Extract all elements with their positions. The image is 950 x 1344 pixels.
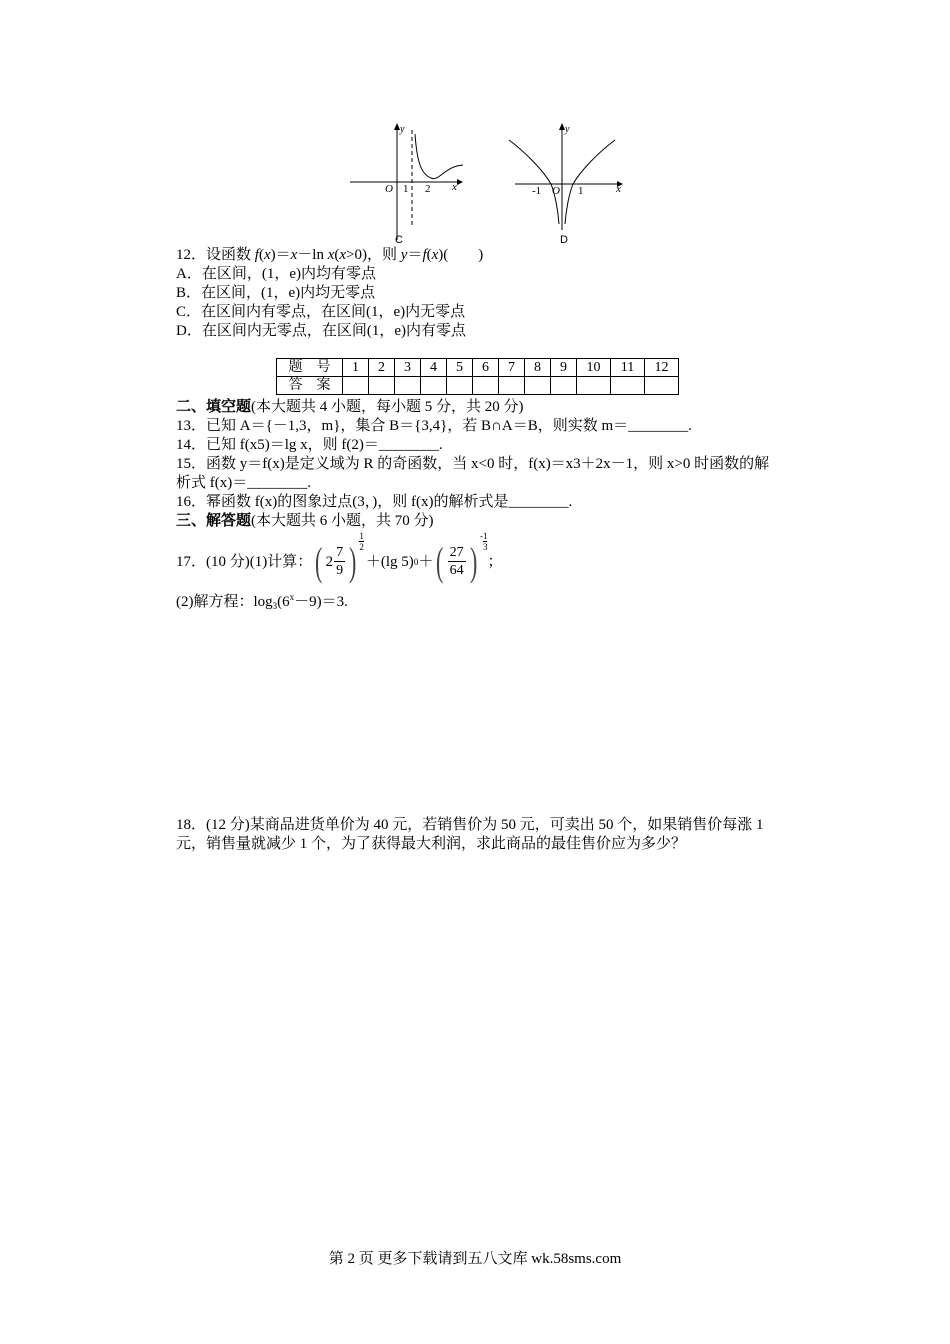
graph-c-x-label: x <box>452 181 457 193</box>
q17-lead: 17．(10 分)(1)计算： <box>176 553 313 570</box>
q12-option-a: A．在区间，(1，e)内均有零点 <box>176 266 376 282</box>
graph-d-curve-right <box>565 140 615 224</box>
graph-d-label: D <box>560 234 568 245</box>
q17-plus: ＋ <box>418 553 434 570</box>
graph-d-y-label: y <box>565 124 570 135</box>
q12-var-f: f <box>422 247 427 263</box>
answer-number-cell: 10 <box>577 359 611 377</box>
q17-f2-num: 27 <box>449 545 464 560</box>
answer-number-cell: 6 <box>473 359 499 377</box>
q12-option-c: C．在区间内有零点，在区间(1，e)内无零点 <box>176 304 466 320</box>
q12-text: )( ) <box>438 247 484 263</box>
answer-cell[interactable] <box>499 377 525 395</box>
answer-table-answer-row <box>277 377 679 395</box>
q17-part2-text: －9)＝3. <box>294 594 348 610</box>
q17-e2-den: 3 <box>482 542 488 552</box>
answer-number-cell: 1 <box>343 359 369 377</box>
q14: 14．已知 f(x5)＝lg x，则 f(2)＝________. <box>176 437 443 453</box>
graph-c-origin: O <box>385 183 393 195</box>
answer-number-cell: 8 <box>525 359 551 377</box>
left-paren: ( <box>436 539 444 584</box>
section2-title: 二、填空题 <box>176 399 252 415</box>
answer-number-cell: 7 <box>499 359 525 377</box>
q17-fraction-2 <box>448 545 466 579</box>
q12-var-x: x <box>339 247 347 263</box>
q17-exponent-1 <box>359 531 364 552</box>
q17-power: x <box>289 592 295 602</box>
q12-var-x: x <box>290 247 298 263</box>
graph-c-label: C <box>395 234 403 245</box>
answer-number-cell: 11 <box>611 359 645 377</box>
answer-number-cell: 4 <box>421 359 447 377</box>
q12-text: ( <box>426 247 432 263</box>
answer-number-cell: 5 <box>447 359 473 377</box>
answer-table-head-answer: 答 案 <box>277 377 343 395</box>
q17-whole: 2 <box>325 553 334 570</box>
answer-cell[interactable] <box>369 377 395 395</box>
graph-d <box>505 120 630 245</box>
q12-option-b: B．在区间，(1，e)内均无零点 <box>176 285 376 301</box>
right-paren: ) <box>469 539 477 584</box>
q12-text: )＝ <box>270 247 291 263</box>
section2-heading <box>176 398 524 417</box>
q17-part2 <box>176 593 348 612</box>
answer-cell[interactable] <box>525 377 551 395</box>
left-paren: ( <box>315 539 323 584</box>
q12-var-y: y <box>400 247 408 263</box>
graph-d-curve-left <box>509 140 559 224</box>
page-footer: 第 2 页 更多下载请到五八文库 wk.58sms.com <box>328 1251 622 1267</box>
q17-exponent-2 <box>480 531 488 552</box>
graph-c <box>345 120 470 245</box>
right-paren: ) <box>349 539 357 584</box>
answer-number-cell: 2 <box>369 359 395 377</box>
q13: 13．已知 A＝{－1,3，m}，集合 B＝{3,4}，若 B∩A＝B，则实数 m＝________. <box>176 418 692 434</box>
answer-cell[interactable] <box>473 377 499 395</box>
graph-d-x-label: x <box>616 183 621 195</box>
graph-c-x-arrow <box>457 179 463 185</box>
answer-table <box>276 358 679 395</box>
answer-cell[interactable] <box>421 377 447 395</box>
answer-cell[interactable] <box>611 377 645 395</box>
q17-f1-den: 9 <box>336 563 344 578</box>
answer-cell[interactable] <box>447 377 473 395</box>
q17-part2-text: (2)解方程：log <box>176 594 273 610</box>
q12-var-x: x <box>263 247 271 263</box>
q17-part1: 17．(10 分)(1)计算： ( 2 $\frac{7}{9}$ ) $\frac{1}{2}$ ＋(lg 5) 0 ＋ ( $\frac{27}{64}$ ) - $\frac{1}{3}$ ； <box>176 531 503 584</box>
answer-number-cell: 3 <box>395 359 421 377</box>
q17-e1-den: 2 <box>359 542 364 552</box>
q17-e1-num: 1 <box>359 531 364 541</box>
answer-cell[interactable] <box>343 377 369 395</box>
section3-heading <box>176 512 434 531</box>
answer-cell[interactable] <box>551 377 577 395</box>
graph-c-y-label: y <box>400 124 405 135</box>
q18-line1: 18．(12 分)某商品进货单价为 40 元，若销售价为 50 元，可卖出 50 个，如果销售价每涨 1 <box>176 817 764 833</box>
answer-cell[interactable] <box>645 377 679 395</box>
graph-d-origin: O <box>552 185 560 197</box>
q12-text: ＝ <box>407 247 423 263</box>
q12-stem <box>176 246 483 265</box>
q12-option-d: D．在区间内无零点，在区间(1，e)内有零点 <box>176 323 466 339</box>
q12-text: 12．设函数 <box>176 247 255 263</box>
q17-e2-sign: - <box>479 531 483 541</box>
q16: 16．幂函数 f(x)的图象过点(3，)，则 f(x)的解析式是________. <box>176 494 573 510</box>
section3-desc: (本大题共 6 小题，共 70 分) <box>251 513 434 529</box>
q17-f2-den: 64 <box>449 563 464 578</box>
q12-var-x: x <box>431 247 439 263</box>
q17-f1-num: 7 <box>336 545 344 560</box>
q17-fraction-1 <box>334 545 345 579</box>
answer-table-number-row <box>277 359 679 377</box>
answer-cell[interactable] <box>395 377 421 395</box>
q12-text: －ln <box>297 247 328 263</box>
q17-e2-num: 1 <box>482 531 488 541</box>
q17-tail: ； <box>487 553 503 570</box>
graph-c-tick-2: 2 <box>425 183 431 195</box>
q12-text: >0)，则 <box>346 247 401 263</box>
graph-c-tick-1: 1 <box>403 183 409 195</box>
section2-desc: (本大题共 4 小题，每小题 5 分，共 20 分) <box>251 399 524 415</box>
q15-line2: 析式 f(x)＝________. <box>176 475 311 491</box>
section3-title: 三、解答题 <box>176 513 252 529</box>
answer-cell[interactable] <box>577 377 611 395</box>
q17-log-base: 3 <box>272 601 278 611</box>
answer-number-cell: 9 <box>551 359 577 377</box>
q12-var-f: f <box>254 247 259 263</box>
q12-var-x: x <box>327 247 335 263</box>
q17-part2-text: (6 <box>277 594 290 610</box>
q18-line2: 元，销售量就减少 1 个，为了获得最大利润，求此商品的最佳售价应为多少？ <box>176 836 687 852</box>
graph-d-tick-neg1: -1 <box>532 185 542 197</box>
graph-c-curve <box>415 134 463 179</box>
answer-table-head-number: 题 号 <box>277 359 343 377</box>
answer-number-cell: 12 <box>645 359 679 377</box>
q12-text: ( <box>258 247 264 263</box>
graph-d-tick-1: 1 <box>578 185 584 197</box>
q17-mid: ＋(lg 5) <box>365 553 414 570</box>
q15-line1: 15．函数 y＝f(x)是定义域为 R 的奇函数，当 x<0 时，f(x)＝x3＋2x－1，则 x>0 时函数的解 <box>176 456 770 472</box>
q12-text: ( <box>334 247 340 263</box>
